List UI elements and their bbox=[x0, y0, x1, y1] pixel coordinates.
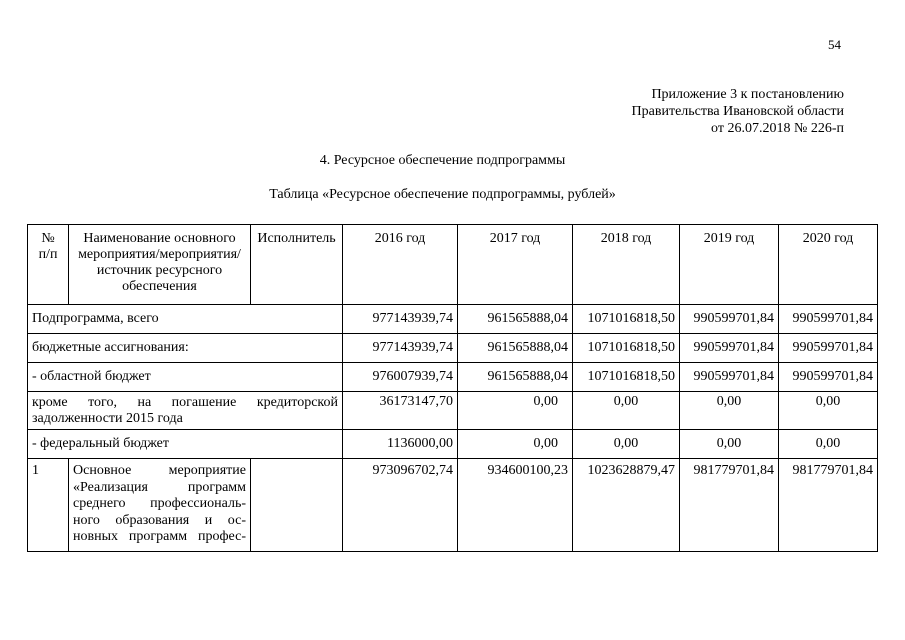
cell-value: 1071016818,50 bbox=[573, 334, 680, 363]
cell-value: 1023628879,47 bbox=[573, 459, 680, 552]
cell-value: 1071016818,50 bbox=[573, 305, 680, 334]
header-name bbox=[69, 225, 251, 305]
cell-value: 990599701,84 bbox=[779, 363, 878, 392]
table-row bbox=[28, 305, 878, 334]
cell-value: 990599701,84 bbox=[779, 305, 878, 334]
header-name-line: источник ресурсного bbox=[96, 263, 223, 278]
row-description-line: среднего профессиональ- bbox=[73, 496, 246, 511]
cell-value: 961565888,04 bbox=[458, 334, 573, 363]
header-executor: Исполнитель bbox=[251, 225, 343, 305]
row-description bbox=[69, 459, 251, 552]
appendix-header-line: Правительства Ивановской области bbox=[631, 104, 844, 119]
cell-value: 0,00 bbox=[779, 392, 878, 430]
cell-value: 981779701,84 bbox=[779, 459, 878, 552]
appendix-header-line: от 26.07.2018 № 226-п bbox=[711, 121, 844, 136]
cell-value: 1071016818,50 bbox=[573, 363, 680, 392]
section-title: 4. Ресурсное обеспечение подпрограммы bbox=[319, 153, 566, 168]
table-row bbox=[28, 430, 878, 459]
cell-value: 961565888,04 bbox=[458, 305, 573, 334]
row-description-line: «Реализация программ bbox=[73, 479, 246, 495]
cell-value: 990599701,84 bbox=[680, 363, 779, 392]
row-label: - федеральный бюджет bbox=[28, 430, 343, 459]
header-year: 2019 год bbox=[680, 225, 779, 305]
row-label: кроме того, на погашение кредиторской задолженности 2015 года bbox=[28, 392, 343, 430]
cell-value: 990599701,84 bbox=[779, 334, 878, 363]
row-label: Подпрограмма, всего bbox=[28, 305, 343, 334]
appendix-header-line: Приложение 3 к постановлению bbox=[651, 87, 844, 102]
header-year: 2018 год bbox=[573, 225, 680, 305]
row-description-line: новных программ профес- bbox=[73, 529, 246, 544]
cell-value: 976007939,74 bbox=[343, 363, 458, 392]
table-row bbox=[28, 459, 878, 552]
table-header-row bbox=[28, 225, 878, 305]
row-executor bbox=[251, 459, 343, 552]
header-name-line: обеспечения bbox=[122, 279, 197, 294]
row-label: - областной бюджет bbox=[28, 363, 343, 392]
appendix-header bbox=[632, 86, 844, 137]
resource-table bbox=[27, 224, 878, 552]
cell-value: 934600100,23 bbox=[458, 459, 573, 552]
cell-value: 981779701,84 bbox=[680, 459, 779, 552]
table-title: Таблица «Ресурсное обеспечение подпрограммы, рублей» bbox=[269, 187, 616, 202]
header-year: 2020 год bbox=[779, 225, 878, 305]
cell-value: 0,00 bbox=[680, 430, 779, 459]
cell-value: 990599701,84 bbox=[680, 305, 779, 334]
cell-value: 961565888,04 bbox=[458, 363, 573, 392]
cell-value: 0,00 bbox=[458, 430, 573, 459]
row-description-line: ного образования и ос- bbox=[73, 512, 246, 528]
cell-value: 1136000,00 bbox=[343, 430, 458, 459]
header-num bbox=[28, 225, 69, 305]
header-num-line: № bbox=[41, 231, 55, 246]
cell-value: 0,00 bbox=[573, 392, 680, 430]
row-label: бюджетные ассигнования: bbox=[28, 334, 343, 363]
cell-value: 977143939,74 bbox=[343, 305, 458, 334]
cell-value: 977143939,74 bbox=[343, 334, 458, 363]
cell-value: 0,00 bbox=[573, 430, 680, 459]
header-name-line: мероприятия/мероприятия/ bbox=[78, 247, 241, 262]
row-description-line: Основное мероприятие bbox=[73, 463, 246, 478]
header-num-line: п/п bbox=[38, 247, 58, 262]
cell-value: 973096702,74 bbox=[343, 459, 458, 552]
cell-value: 990599701,84 bbox=[680, 334, 779, 363]
table-row bbox=[28, 334, 878, 363]
cell-value: 0,00 bbox=[779, 430, 878, 459]
table-row bbox=[28, 392, 878, 430]
header-name-line: Наименование основного bbox=[83, 231, 236, 246]
page-number: 54 bbox=[828, 37, 841, 52]
header-year: 2016 год bbox=[343, 225, 458, 305]
cell-value: 0,00 bbox=[458, 392, 573, 430]
cell-value: 36173147,70 bbox=[343, 392, 458, 430]
header-year: 2017 год bbox=[458, 225, 573, 305]
table-row bbox=[28, 363, 878, 392]
row-number: 1 bbox=[28, 459, 69, 552]
cell-value: 0,00 bbox=[680, 392, 779, 430]
